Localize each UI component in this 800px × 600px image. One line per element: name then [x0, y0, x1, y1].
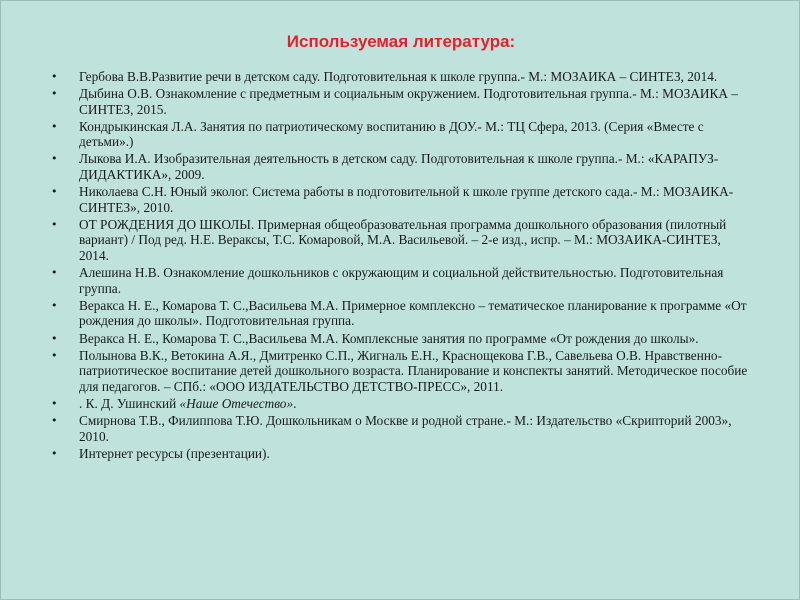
ref-italic-title: «Наше Отечество»: [179, 395, 294, 411]
list-item: • Лыкова И.А. Изобразительная деятельность в детском саду. Подготовительная к школе группа.- М.: «КАРАПУЗ- ДИДАКТИКА», 2009.: [51, 151, 751, 182]
list-item: • Дыбина О.В. Ознакомление с предметным и социальным окружением. Подготовительная группа.- М.: МОЗАИКА – СИНТЕЗ, 2015.: [51, 86, 751, 117]
list-item: • ОТ РОЖДЕНИЯ ДО ШКОЛЫ. Примерная общеобразовательная программа дошкольного образования (пилотный вариант) / Под ред. Н.Е. Вераксы, Т.С. Комаровой, М.А. Васильевой. – 2-е изд., испр. – М.: МОЗАИКА-СИНТЕЗ, 2014.: [51, 217, 751, 264]
list-item: [51, 396, 751, 412]
list-item: • Смирнова Т.В., Филиппова Т.Ю. Дошкольникам о Москве и родной стране.- М.: Издательство «Скрипторий 2003», 2010.: [51, 413, 751, 444]
list-item: • Веракса Н. Е., Комарова Т. С.,Васильева М.А. Комплексные занятия по программе «От рождения до школы».: [51, 331, 751, 347]
ref-suffix: .: [293, 395, 297, 411]
list-item: • Полынова В.К., Ветокина А.Я., Дмитренко С.П., Жигналь Е.Н., Краснощекова Г.В., Савельева О.В. Нравственно- патриотическое воспитание детей дошкольного возраста. Планирование и конспекты занятий. Методическое пособие для педагогов. – СПб.: «ООО ИЗДАТЕЛЬСТВО ДЕТСТВО-ПРЕСС», 2011.: [51, 348, 751, 395]
list-item: • Веракса Н. Е., Комарова Т. С.,Васильева М.А. Примерное комплексно – тематическое планирование к программе «От рождения до школы». Подготовительная группа.: [51, 298, 751, 329]
list-item: • Алешина Н.В. Ознакомление дошкольников с окружающим и социальной действительностью. Подготовительная группа.: [51, 265, 751, 296]
list-item: • Интернет ресурсы (презентации).: [51, 446, 751, 462]
ref-prefix: . К. Д. Ушинский: [79, 395, 180, 411]
list-item: • Николаева С.Н. Юный эколог. Система работы в подготовительной к школе группе детского сада.- М.: МОЗАИКА-СИНТЕЗ», 2010.: [51, 184, 751, 215]
reference-list: [51, 69, 751, 463]
page-title: Используемая литература:: [286, 32, 516, 51]
list-item: • Гербова В.В.Развитие речи в детском саду. Подготовительная к школе группа.- М.: МОЗАИКА – СИНТЕЗ, 2014.: [51, 69, 751, 85]
list-item: • Кондрыкинская Л.А. Занятия по патриотическому воспитанию в ДОУ.- М.: ТЦ Сфера, 2013. (Серия «Вместе с детьми».): [51, 119, 751, 150]
